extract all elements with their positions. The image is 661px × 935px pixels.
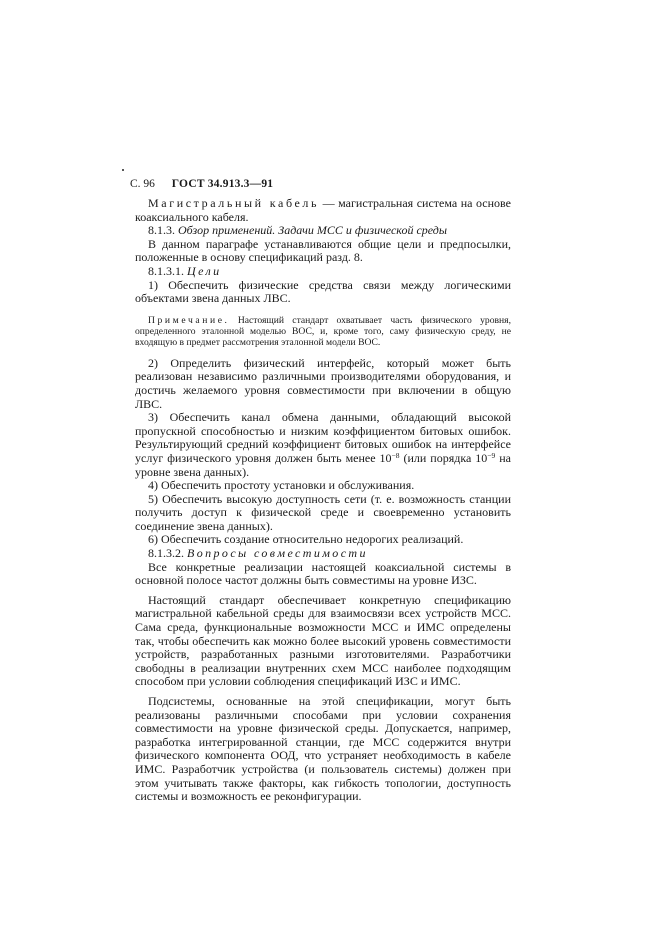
note-text: Настоящий стандарт охватывает часть физического уровня, определенного эталонной моделью ВОС, и, кроме того, саму физическую среду, не входящую в предмет рассмотрения эталонной модели ВОС. <box>135 314 511 348</box>
section-8-1-3-2-heading <box>135 547 511 561</box>
section-8-1-3-heading <box>135 224 511 238</box>
page-header <box>130 178 273 190</box>
section-number: 8.1.3.1. <box>148 263 184 278</box>
standard-code: ГОСТ 34.913.3—91 <box>171 178 274 190</box>
compat-paragraph-2: Настоящий стандарт обеспечивает конкретную спецификацию магистральной кабельной среды для взаимосвязи всех устройств МСС. Сама среда, функциональные возможности МСС и ИМС определены так, чтобы обеспечить как можно более высокий уровень совместимости устройств, разработанных разными изготовителями. Разработчики свободны в реализации внутренних схем МСС наиболее подходящим способом при условии соблюдения спецификаций ИЗС и ИМС. <box>135 592 511 689</box>
goal-1: 1) Обеспечить физические средства связи между логическими объектами звена данных ЛВС. <box>135 277 511 306</box>
section-title: Цели <box>187 263 222 278</box>
goal-5: 5) Обеспечить высокую доступность сети (т. е. возможность станции получить доступ к физической среде и своевременно установить соединение звена данных). <box>135 491 511 533</box>
paragraph-trunk-cable <box>135 197 511 224</box>
goal-3-text-c: на уровне звена данных). <box>135 450 511 479</box>
goal-3 <box>135 411 511 479</box>
compat-paragraph-1: Все конкретные реализации настоящей коаксиальной системы в основной полосе частот должны быть совместимы на уровне ИЗС. <box>135 559 511 588</box>
goal-2: 2) Определить физический интерфейс, который может быть реализован независимо различными производителями оборудования, и достичь желаемого уровня совместимости при включении в общую ЛВС. <box>135 355 511 411</box>
section-8-1-3-1-heading <box>135 265 511 279</box>
goal-3-text-b: (или порядка 10 <box>399 450 488 465</box>
page-number: С. 96 <box>130 178 155 190</box>
term-definition: — магистральная система на основе коаксиального кабеля. <box>135 196 511 224</box>
goal-3-text-a: 3) Обеспечить канал обмена данными, обладающий высокой пропускной способностью и низким коэффициентом битовых ошибок. Результирующий средний коэффициент битовых ошибок на интерфейсе услуг физического уровня должен быть менее 10 <box>135 410 511 465</box>
compat-paragraph-3: Подсистемы, основанные на этой спецификации, могут быть реализованы различными способами при условии сохранения совместимости на уровне физической среды. Допускается, например, разработка интегрированной станции, где МСС содержится внутри физического компонента ООД, что устраняет необходимость в кабеле ИМС. Разработчик устройства (и пользователь системы) должен при этом учитывать также факторы, как гибкость топологии, доступность системы и возможность ее реконфигурации. <box>135 694 511 804</box>
term-trunk-cable: Магистральный кабель <box>148 196 320 210</box>
exponent-b: −9 <box>487 450 496 460</box>
goal-6: 6) Обеспечить создание относительно недорогих реализаций. <box>148 532 464 547</box>
note-block <box>135 315 511 348</box>
page-body <box>135 197 511 804</box>
scan-speck <box>122 169 124 171</box>
section-number: 8.1.3. <box>148 223 175 238</box>
section-title: Обзор применений. Задачи МСС и физической среды <box>178 223 447 238</box>
section-number: 8.1.3.2. <box>148 546 184 561</box>
exponent-a: −8 <box>391 450 400 460</box>
goal-4: 4) Обеспечить простоту установки и обслуживания. <box>148 478 415 493</box>
section-title: Вопросы совместимости <box>187 546 368 561</box>
note-label: Примечание. <box>148 314 230 326</box>
paragraph-intro: В данном параграфе устанавливаются общие цели и предпосылки, положенные в основу спецификаций разд. 8. <box>135 236 511 265</box>
